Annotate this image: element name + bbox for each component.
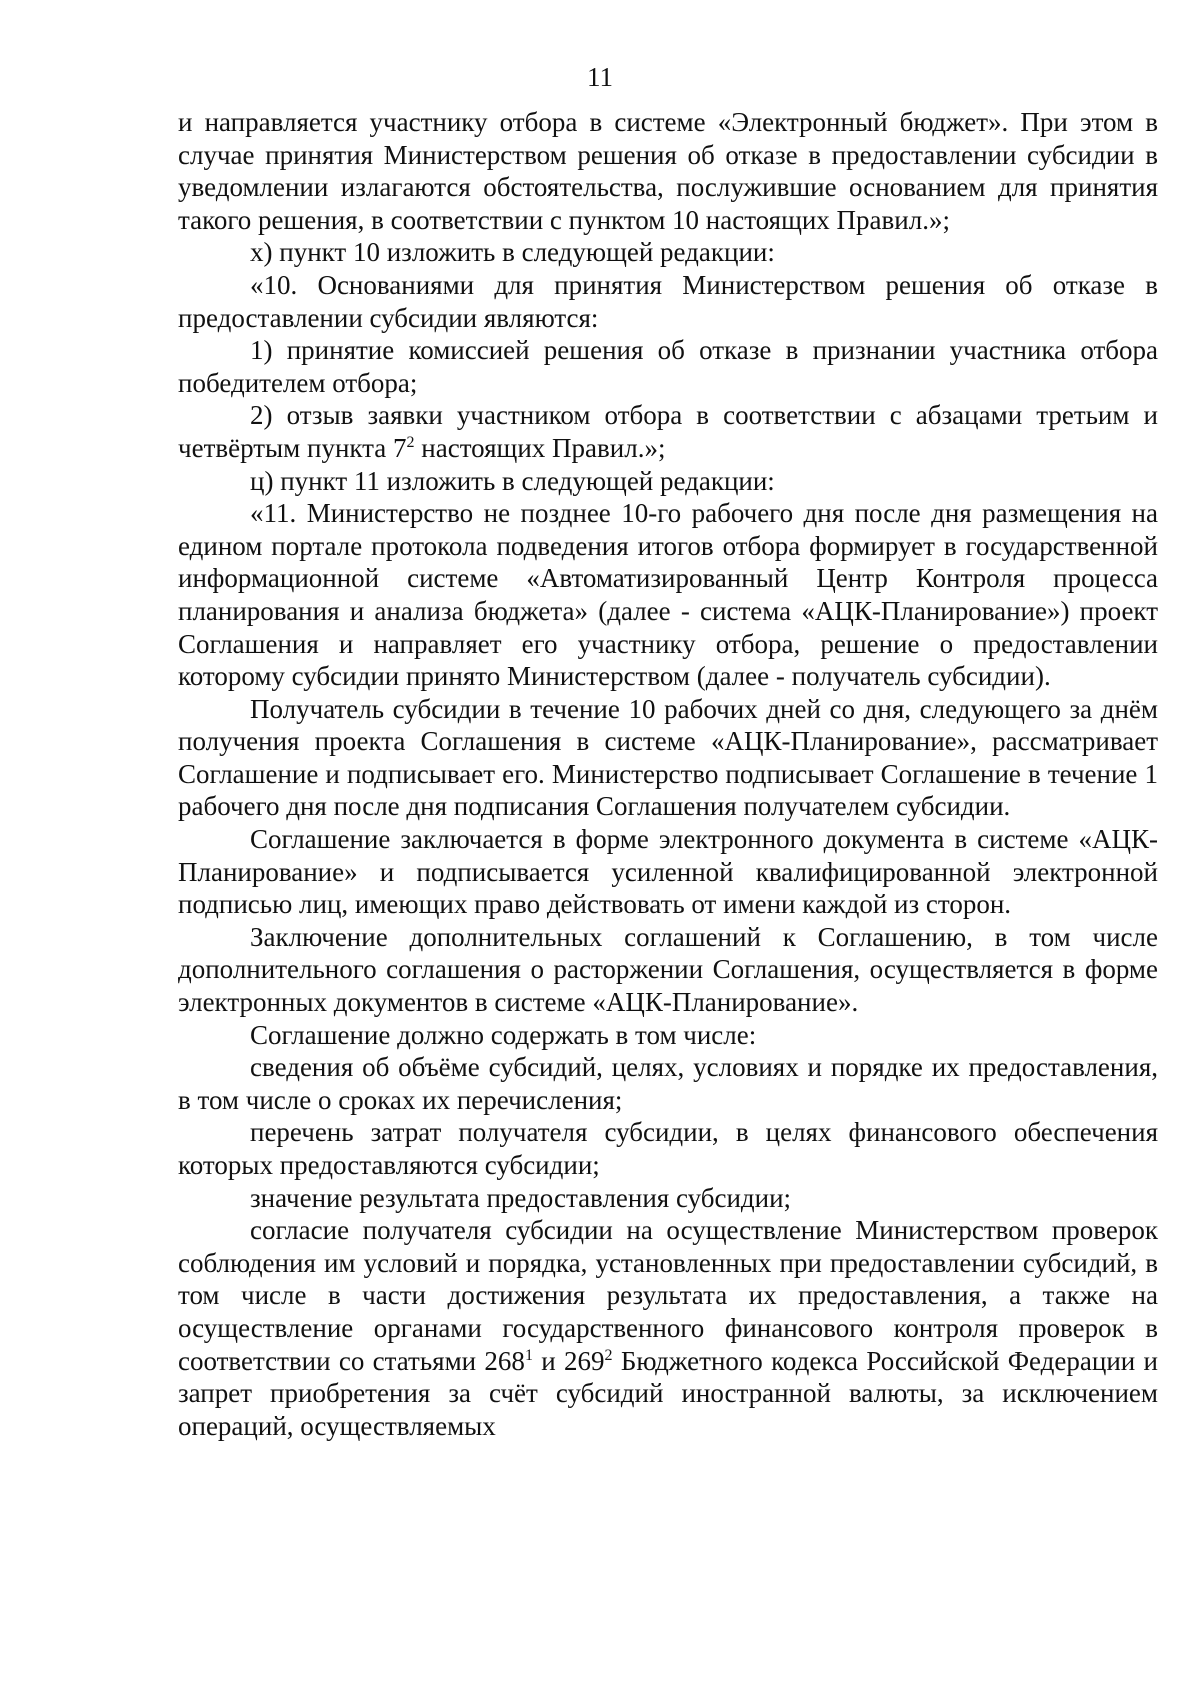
paragraph-clause-10: «10. Основаниями для принятия Министерством решения об отказе в предоставлении субсидии являются: [178,269,1158,333]
reason-2-text-end: настоящих Правил.»; [414,432,666,463]
paragraph-reason-1: 1) принятие комиссией решения об отказе в признании участника отбора победителем отбора; [178,335,1158,398]
paragraph-agreement-contents: Соглашение должно содержать в том числе: [250,1019,757,1050]
paragraph-clause-11: «11. Министерство не позднее 10-го рабочего дня после дня размещения на едином портале протокола подведения итогов отбора формирует в государственной информационной системе «Автоматизированный Центр Контроля процесса планирования и анализа бюджета» (далее - система «АЦК-Планирование») проект Соглашения и направляет его участнику отбора, решение о предоставлении которому субсидии принято Министерством (далее - получатель субсидии). [178,498,1158,692]
document-body [178,106,1158,1442]
paragraph-item-ts: ц) пункт 11 изложить в следующей редакции: [250,465,775,496]
consent-text-end: Бюджетного кодекса Российской Федерации и запрет приобретения за счёт субсидий иностранной валюты, за исключением операций, осуществляемых [178,1345,1158,1441]
consent-text-mid: и 269 [532,1345,605,1376]
consent-superscript-1: 1 [524,1346,533,1364]
consent-superscript-2: 2 [604,1346,613,1364]
paragraph-continuation: и направляется участнику отбора в системе «Электронный бюджет». При этом в случае принятия Министерством решения об отказе в предоставлении субсидии в уведомлении излагаются обстоятельства, послужившие основанием для принятия такого решения, в соответствии с пунктом 10 настоящих Правил.»; [178,107,1158,235]
reason-2-superscript: 2 [406,433,415,451]
paragraph-additional-agreements: Заключение дополнительных соглашений к Соглашению, в том числе дополнительного соглашения о расторжении Соглашения, осуществляется в форме электронных документов в системе «АЦК-Планирование». [178,921,1158,1018]
paragraph-consent [178,1214,1158,1442]
paragraph-agreement-form: Соглашение заключается в форме электронного документа в системе «АЦК-Планирование» и подписывается усиленной квалифицированной электронной подписью лиц, имеющих право действовать от имени каждой из сторон. [178,824,1158,920]
paragraph-recipient: Получатель субсидии в течение 10 рабочих дней со дня, следующего за днём получения проекта Соглашения в системе «АЦК-Планирование», рассматривает Соглашение и подписывает его. Министерство подписывает Соглашение в течение 1 рабочего дня после дня подписания Соглашения получателем субсидии. [178,693,1158,822]
paragraph-reason-2 [178,399,1158,464]
consent-text: согласие получателя субсидии на осуществление Министерством проверок соблюдения им условий и порядка, установленных при предоставлении субсидий, в том числе в части достижения результата их предоставления, а также на осуществление органами государственного финансового контроля проверок в соответствии со статьями 268 [178,1215,1158,1376]
paragraph-item-x: х) пункт 10 изложить в следующей редакции: [250,237,775,268]
paragraph-cost-list: перечень затрат получателя субсидии, в целях финансового обеспечения которых предоставляются субсидии; [178,1117,1158,1180]
page-number: 11 [587,62,613,92]
paragraph-result-value: значение результата предоставления субсидии; [250,1182,792,1213]
paragraph-subsidy-info: сведения об объёме субсидий, целях, условиях и порядке их предоставления, в том числе о сроках их перечисления; [178,1052,1158,1115]
reason-2-text: 2) отзыв заявки участником отбора в соответствии с абзацами третьим и четвёртым пункта 7 [178,400,1158,463]
